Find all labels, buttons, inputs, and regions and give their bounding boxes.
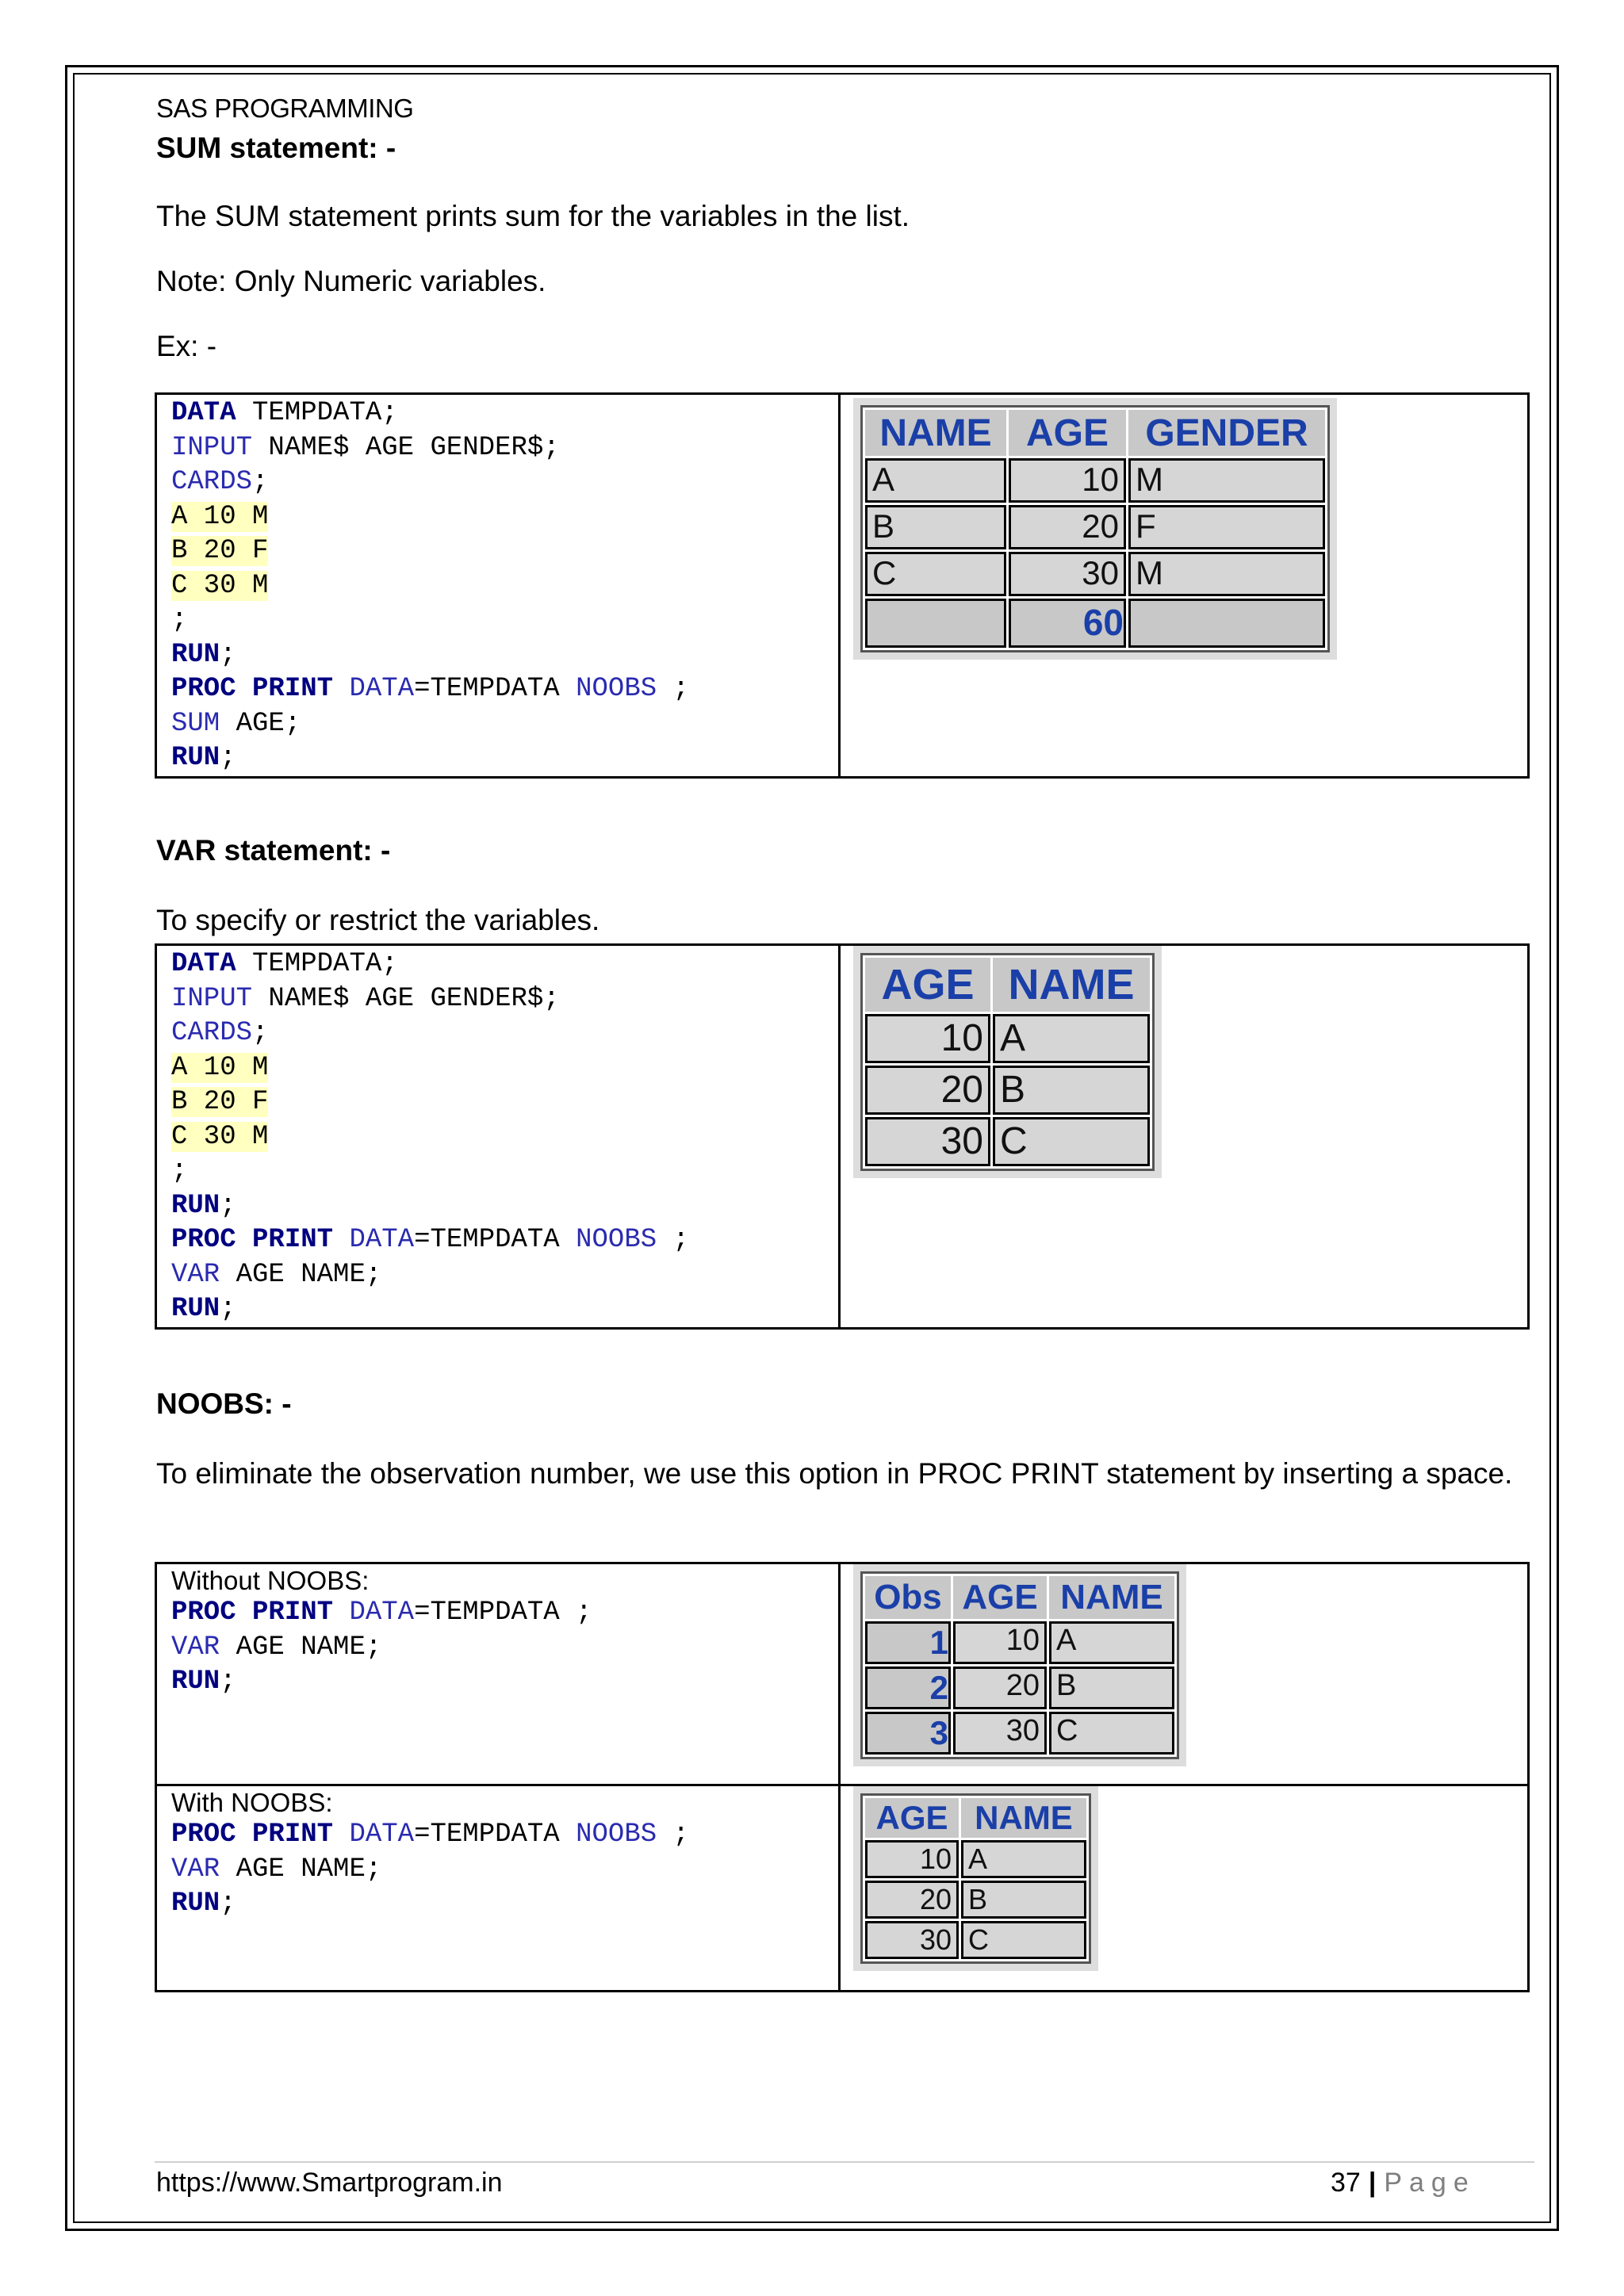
code-token: ; [657, 674, 689, 704]
cell-obs: 3 [865, 1712, 951, 1755]
code-token: SUM [171, 708, 220, 739]
col-header-name: NAME [993, 958, 1150, 1012]
cell-obs: 2 [865, 1667, 951, 1709]
code-token: DATA [171, 949, 236, 979]
code-line [171, 1223, 838, 1258]
col-header-age: AGE [865, 1798, 959, 1838]
col-header-obs: Obs [865, 1576, 951, 1619]
page-separator: | [1368, 2168, 1377, 2198]
with-noobs-output-table [853, 1786, 1098, 1971]
table-row [865, 552, 1325, 596]
code-token: VAR [171, 1632, 220, 1663]
cell-name: B [865, 505, 1006, 549]
code-line [171, 534, 838, 569]
code-token: VAR [171, 1854, 220, 1885]
cell-age: 10 [953, 1621, 1047, 1664]
footer-divider [155, 2161, 1534, 2163]
code-token: NOOBS [576, 674, 657, 704]
code-token: DATA [349, 1598, 415, 1628]
cell-gender: M [1128, 458, 1325, 503]
without-noobs-output-table [853, 1564, 1186, 1766]
code-line [171, 396, 838, 431]
code-line [171, 672, 838, 707]
with-noobs-caption: With NOOBS: [171, 1788, 333, 1817]
code-token: ; [657, 1225, 689, 1255]
cell-age: 30 [865, 1117, 990, 1166]
code-token: DATA [349, 1225, 415, 1255]
total-blank-cell [1128, 599, 1325, 648]
cell-age: 30 [865, 1921, 959, 1959]
code-token: NOOBS [576, 1820, 657, 1850]
code-token: TEMPDATA; [236, 398, 398, 428]
code-token: =TEMPDATA [414, 674, 576, 704]
code-token: PROC PRINT [171, 1225, 334, 1255]
code-line [171, 603, 838, 638]
cell-age: 10 [865, 1014, 990, 1063]
code-token: RUN [171, 639, 220, 670]
without-noobs-code [171, 1596, 838, 1700]
cell-age: 20 [865, 1881, 959, 1919]
sum-note: Note: Only Numeric variables. [156, 265, 546, 297]
var-description: To specify or restrict the variables. [156, 904, 600, 936]
code-line [171, 1818, 838, 1853]
col-header-name: NAME [865, 410, 1006, 456]
code-line [171, 1596, 838, 1631]
cell-age: 20 [953, 1667, 1047, 1709]
code-line [171, 1853, 838, 1888]
code-token: C 30 M [171, 1121, 269, 1152]
var-example-table [155, 943, 1530, 1330]
cell-age: 20 [865, 1066, 990, 1115]
code-token [333, 674, 349, 704]
code-token: B 20 F [171, 1087, 269, 1117]
cell-name: C [993, 1117, 1150, 1166]
cell-age: 10 [1009, 458, 1126, 503]
code-line [171, 1051, 838, 1086]
code-token: ; [220, 639, 236, 670]
code-line [171, 1292, 838, 1327]
code-token: RUN [171, 1294, 220, 1324]
code-token: =TEMPDATA [414, 1820, 576, 1850]
code-token: C 30 M [171, 570, 269, 601]
code-token: NAME$ AGE GENDER$; [252, 983, 560, 1014]
code-token: ; [220, 1667, 236, 1697]
col-header-age: AGE [1009, 410, 1126, 456]
code-token: RUN [171, 743, 220, 773]
footer-url: https://www.Smartprogram.in [156, 2168, 503, 2198]
cell-name: B [993, 1066, 1150, 1115]
noobs-example-table [155, 1562, 1530, 1992]
noobs-heading: NOOBS: - [156, 1387, 292, 1420]
table-row [865, 505, 1325, 549]
var-output-cell [840, 945, 1529, 1329]
code-token: ; [657, 1820, 689, 1850]
code-token: ; [220, 1190, 236, 1221]
sum-heading: SUM statement: - [156, 132, 396, 164]
col-header-name: NAME [1049, 1576, 1174, 1619]
code-token [333, 1598, 349, 1628]
table-row [865, 458, 1325, 503]
code-token: DATA [349, 1820, 415, 1850]
code-token: A 10 M [171, 501, 269, 532]
code-token: VAR [171, 1259, 220, 1290]
code-line [171, 982, 838, 1017]
with-noobs-code [171, 1818, 838, 1922]
code-line [171, 465, 838, 500]
code-token [333, 1820, 349, 1850]
col-header-name: NAME [961, 1798, 1086, 1838]
page-label: Page [1384, 2168, 1476, 2198]
cell-name: C [865, 552, 1006, 596]
without-noobs-cell [156, 1563, 840, 1785]
code-token: DATA [171, 398, 236, 428]
sum-description: The SUM statement prints sum for the variables in the list. [156, 200, 910, 232]
cell-gender: F [1128, 505, 1325, 549]
code-line [171, 500, 838, 535]
sum-output-cell [840, 394, 1529, 778]
code-token: AGE; [220, 708, 301, 739]
cell-age: 30 [953, 1712, 1047, 1755]
table-row [865, 1921, 1086, 1959]
code-line [171, 1154, 838, 1189]
total-row [865, 599, 1325, 648]
cell-name: A [961, 1840, 1086, 1878]
code-line [171, 431, 838, 466]
code-token: ; [220, 743, 236, 773]
col-header-gender: GENDER [1128, 410, 1325, 456]
code-line [171, 947, 838, 982]
cell-name: A [993, 1014, 1150, 1063]
code-token: =TEMPDATA ; [414, 1598, 592, 1628]
code-token: PROC PRINT [171, 674, 334, 704]
cell-name: B [1049, 1667, 1174, 1709]
code-token: PROC PRINT [171, 1598, 334, 1628]
sum-example-table [155, 392, 1530, 779]
cell-age: 20 [1009, 505, 1126, 549]
code-token: ; [171, 1156, 188, 1186]
cell-name: A [865, 458, 1006, 503]
code-line [171, 638, 838, 673]
code-token: AGE NAME; [220, 1854, 382, 1885]
code-token: INPUT [171, 432, 253, 463]
code-token: ; [252, 467, 269, 497]
without-noobs-output-cell [840, 1563, 1529, 1785]
without-noobs-caption: Without NOOBS: [171, 1566, 370, 1595]
total-blank-cell [865, 599, 1006, 648]
table-row [865, 1066, 1150, 1115]
code-line [171, 1631, 838, 1666]
sum-example-label: Ex: - [156, 330, 217, 362]
code-line [171, 1120, 838, 1155]
code-token: CARDS [171, 467, 253, 497]
code-token: RUN [171, 1667, 220, 1697]
sum-output-table [853, 398, 1337, 660]
page-number: 37 [1331, 2168, 1361, 2198]
sum-code-block [156, 394, 840, 778]
code-line [171, 1016, 838, 1051]
cell-name: B [961, 1881, 1086, 1919]
code-token: RUN [171, 1190, 220, 1221]
col-header-age: AGE [865, 958, 990, 1012]
code-token: A 10 M [171, 1052, 269, 1083]
cell-name: A [1049, 1621, 1174, 1664]
running-header: SAS PROGRAMMING [156, 94, 414, 123]
footer-page-number [1331, 2168, 1476, 2198]
code-line [171, 1085, 838, 1120]
var-heading: VAR statement: - [156, 834, 391, 867]
code-token: NAME$ AGE GENDER$; [252, 432, 560, 463]
code-token: ; [220, 1888, 236, 1919]
cell-age: 10 [865, 1840, 959, 1878]
code-line [171, 741, 838, 776]
with-noobs-output-cell [840, 1785, 1529, 1992]
table-row [865, 1667, 1174, 1709]
code-line [171, 1887, 838, 1922]
cell-gender: M [1128, 552, 1325, 596]
code-token: DATA [349, 674, 415, 704]
col-header-age: AGE [953, 1576, 1047, 1619]
code-token: PROC PRINT [171, 1820, 334, 1850]
table-row [865, 1621, 1174, 1664]
code-token: INPUT [171, 983, 253, 1014]
noobs-description: To eliminate the observation number, we use this option in PROC PRINT statement by inserting a space. [156, 1457, 1513, 1490]
code-line [171, 1665, 838, 1700]
cell-obs: 1 [865, 1621, 951, 1664]
code-token: ; [171, 605, 188, 635]
code-token: ; [220, 1294, 236, 1324]
cell-name: C [1049, 1712, 1174, 1755]
table-row [865, 1881, 1086, 1919]
code-line [171, 707, 838, 742]
with-noobs-cell [156, 1785, 840, 1992]
cell-age: 30 [1009, 552, 1126, 596]
code-token: AGE NAME; [220, 1632, 382, 1663]
code-token: AGE NAME; [220, 1259, 382, 1290]
code-token: TEMPDATA; [236, 949, 398, 979]
table-row [865, 1014, 1150, 1063]
code-line [171, 1258, 838, 1293]
code-line [171, 569, 838, 604]
sum-total: 60 [1009, 599, 1126, 648]
code-token: NOOBS [576, 1225, 657, 1255]
code-token: =TEMPDATA [414, 1225, 576, 1255]
var-output-table [853, 946, 1162, 1178]
table-row [865, 1117, 1150, 1166]
code-token: RUN [171, 1888, 220, 1919]
code-line [171, 1189, 838, 1224]
code-token: B 20 F [171, 536, 269, 566]
code-token [333, 1225, 349, 1255]
code-token: ; [252, 1018, 269, 1048]
var-code-block [156, 945, 840, 1329]
table-row [865, 1840, 1086, 1878]
cell-name: C [961, 1921, 1086, 1959]
code-token: CARDS [171, 1018, 253, 1048]
table-row [865, 1712, 1174, 1755]
